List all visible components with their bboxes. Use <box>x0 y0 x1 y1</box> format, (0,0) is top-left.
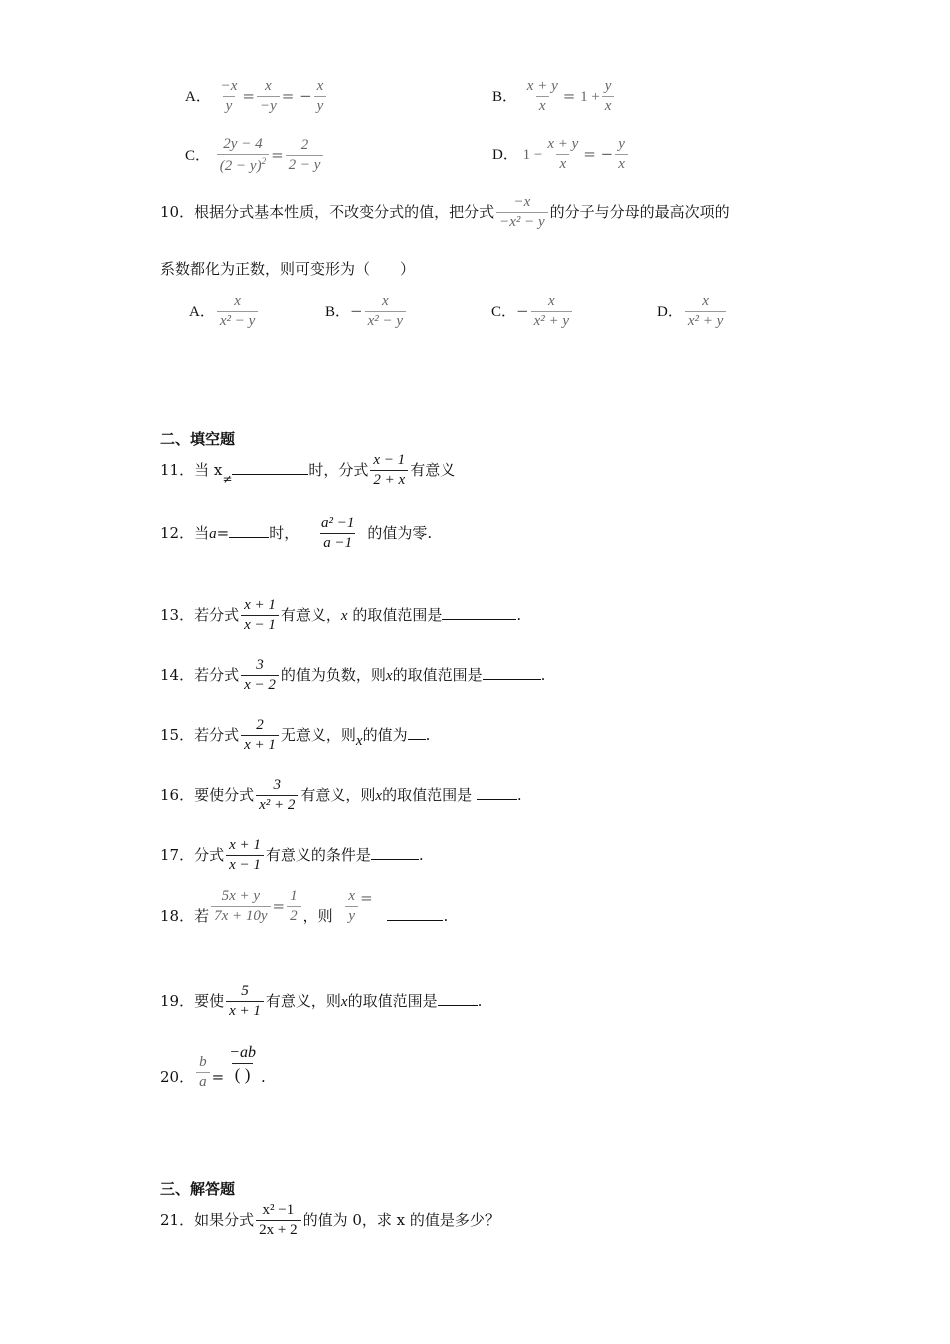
fraction: $\frac{\text{x² −1}}{2x + 2}$ <box>256 1202 300 1240</box>
fraction: $\frac{x}{\text{x² + y}}$ <box>685 293 726 331</box>
fraction: $\frac{2}{2 - y}$ <box>286 137 324 175</box>
option-label: D． <box>492 146 518 163</box>
fraction: $\frac{x}{\text{x² − y}}$ <box>365 293 406 331</box>
answer-blank[interactable] <box>442 605 516 620</box>
fraction: $\frac{x}{y}$ <box>314 78 327 116</box>
question-10: 10．根据分式基本性质，不改变分式的值，把分式 $\frac{-x}{\text{−x² − y}}$ 的分子与分母的最高次项的 <box>160 194 730 231</box>
q10-option-b: B．− $\frac{x}{\text{x² − y}}$ <box>325 293 408 331</box>
question-19: 19．要使 $\frac{5}{x + 1}$ 有意义，则x的取值范围是 . <box>160 983 483 1020</box>
option-label: A． <box>185 88 211 105</box>
fraction: $\frac{5x + y}{7x + 10y}$ <box>211 888 270 926</box>
fraction: $\frac{b}{a}$ <box>196 1054 210 1092</box>
question-17: 17．分式 $\frac{x + 1}{x - 1}$ 有意义的条件是 . <box>160 837 424 874</box>
fraction: $\frac{2y - 4}{(2 - y)^2}$ <box>217 136 269 176</box>
fraction: $\frac{5}{x + 1}$ <box>226 983 264 1021</box>
question-18: 18．若 $\frac{5x + y}{7x + 10y}$ = $\frac{1}{2}$ ，则 $\frac{x}{y}$ = . <box>160 888 449 925</box>
section-heading: 二、填空题 <box>160 430 236 448</box>
fraction: $\frac{x + y}{x}$ <box>526 78 558 115</box>
fraction: $\frac{3}{\text{x² + 2}}$ <box>256 777 298 815</box>
fraction: $\frac{-x}{y}$ <box>220 78 238 115</box>
question-12: 12．当a= 时， $\frac{\text{a² −1}}{a -1}$ 的值为零. <box>160 515 433 552</box>
question-10-line2: 系数都化为正数，则可变形为（ ） <box>160 260 416 278</box>
q10-option-d: D． $\frac{x}{\text{x² + y}}$ <box>657 293 728 331</box>
option-label: C． <box>185 147 211 164</box>
q10-option-a: A． $\frac{x}{\text{x² − y}}$ <box>189 293 260 331</box>
fraction: $\frac{x - 1}{2 + x}$ <box>370 452 408 490</box>
answer-blank[interactable] <box>387 906 443 921</box>
answer-blank[interactable] <box>371 845 419 860</box>
fraction: $\frac{x}{\text{x² − y}}$ <box>217 293 258 331</box>
fraction: $\frac{\text{a² −1}}{a -1}$ <box>320 515 355 552</box>
fraction: $\frac{x + 1}{x - 1}$ <box>241 597 279 635</box>
fraction: $\frac{x}{-y}$ <box>257 78 280 116</box>
answer-blank[interactable] <box>229 523 269 538</box>
question-20: 20． $\frac{b}{a}$ = $\frac{-ab}{( )}$ . <box>160 1044 266 1090</box>
q9-option-d: D． 1 − $\frac{x + y}{x}$ = − $\frac{y}{x}$ <box>492 136 630 174</box>
question-16: 16．要使分式 $\frac{3}{\text{x² + 2}}$ 有意义，则x的取值范围是 . <box>160 777 522 814</box>
fraction: $\frac{2}{x + 1}$ <box>241 717 279 755</box>
fraction: $\frac{-x}{\text{−x² − y}}$ <box>496 194 548 232</box>
q9-option-c: C． $\frac{2y - 4}{(2 - y)^2}$ = $\frac{2}{2 - y}$ <box>185 136 325 176</box>
q9-option-b: B． $\frac{x + y}{x}$ = 1 + $\frac{y}{x}$ <box>492 78 616 116</box>
fraction: $\frac{3}{x - 2}$ <box>241 657 279 695</box>
answer-blank[interactable] <box>408 725 426 740</box>
section-heading: 三、解答题 <box>160 1180 236 1198</box>
fraction: $\frac{x}{\text{x² + y}}$ <box>531 293 572 331</box>
q10-option-c: C．− $\frac{x}{\text{x² + y}}$ <box>491 293 574 331</box>
question-21: 21．如果分式 $\frac{\text{x² −1}}{2x + 2}$ 的值为 0，求 x 的值是多少？ <box>160 1202 500 1239</box>
question-11: 11．当 $x_\ne$ 时，分式 $\frac{x - 1}{2 + x}$ 有意义 <box>160 452 456 489</box>
answer-blank[interactable] <box>438 991 478 1006</box>
fraction: $\frac{y}{x}$ <box>615 136 628 174</box>
fraction: $\frac{x + y}{x}$ <box>547 136 579 173</box>
answer-fraction[interactable]: $\frac{-ab}{( )}$ <box>229 1044 256 1085</box>
answer-blank[interactable] <box>483 665 541 680</box>
fraction: $\frac{1}{2}$ <box>287 888 301 926</box>
question-15: 15．若分式 $\frac{2}{x + 1}$ 无意义，则x的值为 . <box>160 717 431 754</box>
fraction: $\frac{x}{y}$ <box>345 888 358 926</box>
answer-blank[interactable] <box>232 460 308 475</box>
question-13: 13．若分式 $\frac{x + 1}{x - 1}$ 有意义，x 的取值范围是 . <box>160 597 522 634</box>
fraction: $\frac{x + 1}{x - 1}$ <box>226 837 264 875</box>
q9-option-a: A． $\frac{-x}{y}$ = $\frac{x}{-y}$ = − $\frac{x}{y}$ <box>185 78 328 116</box>
fraction: $\frac{y}{x}$ <box>602 78 615 116</box>
answer-blank[interactable] <box>477 785 517 800</box>
option-label: B． <box>492 88 518 105</box>
question-14: 14．若分式 $\frac{3}{x - 2}$ 的值为负数，则x的取值范围是 . <box>160 657 546 694</box>
